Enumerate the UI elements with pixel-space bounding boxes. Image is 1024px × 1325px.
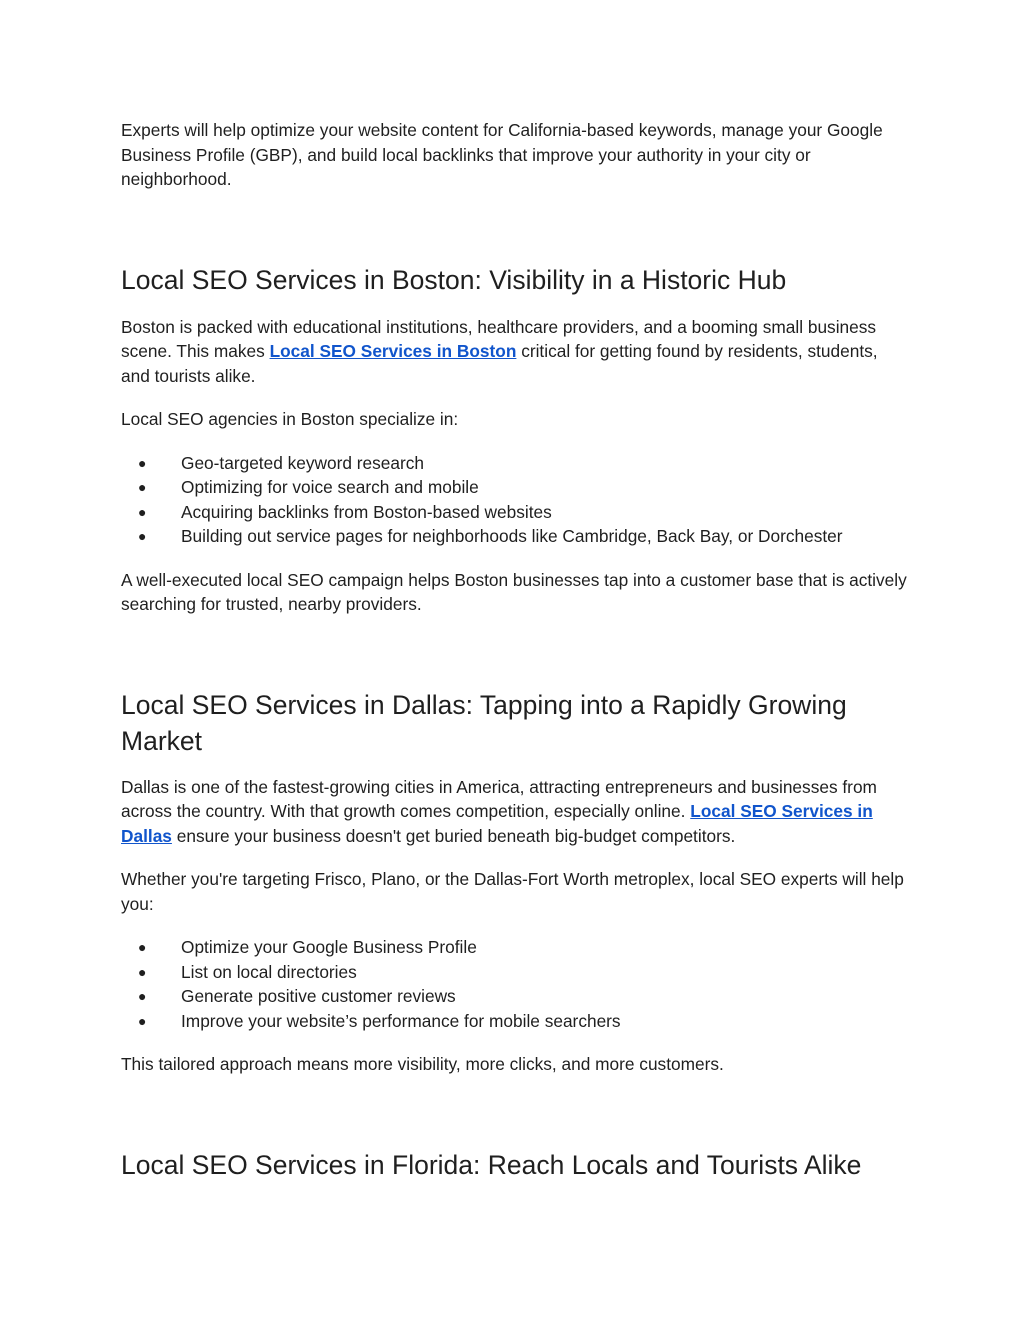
boston-bullet-list [121, 451, 911, 549]
list-item [121, 524, 911, 549]
bullet-icon: ● [138, 479, 147, 495]
dallas-paragraph-3: This tailored approach means more visibility, more clicks, and more customers. [121, 1054, 724, 1074]
boston-p1-text-after: critical for getting found by residents, students, and tourists alike. [121, 341, 878, 386]
boston-paragraph-3: A well-executed local SEO campaign helps Boston businesses tap into a customer base that is actively searching for trusted, nearby providers. [121, 569, 907, 614]
dallas-p1-text-before: Dallas is one of the fastest-growing cities in America, attracting entrepreneurs and businesses from across the country. With that growth comes competition, especially online. [121, 776, 877, 821]
list-item [121, 960, 911, 985]
list-item [121, 984, 911, 1009]
dallas-heading: Local SEO Services in Dallas: Tapping into a Rapidly Growing Market [121, 689, 847, 756]
boston-heading: Local SEO Services in Boston: Visibility in a Historic Hub [121, 264, 787, 295]
boston-p1-text-before: Boston is packed with educational institutions, healthcare providers, and a booming small business scene. This makes [121, 316, 877, 361]
dallas-bullet-list [121, 935, 911, 1033]
list-item [121, 451, 911, 476]
list-item [121, 500, 911, 525]
florida-heading: Local SEO Services in Florida: Reach Locals and Tourists Alike [121, 1149, 862, 1180]
bullet-icon: ● [138, 503, 147, 520]
bullet-icon: ● [138, 963, 147, 980]
list-item-text: Geo-targeted keyword research [181, 452, 425, 473]
bullet-icon: ● [138, 1012, 147, 1029]
boston-paragraph-2: Local SEO agencies in Boston specialize in: [121, 409, 459, 429]
dallas-paragraph-2: Whether you're targeting Frisco, Plano, or the Dallas-Fort Worth metroplex, local SEO experts will help you: [121, 869, 904, 914]
dallas-paragraph-1 [121, 775, 911, 849]
bullet-icon: ● [138, 528, 147, 544]
bullet-icon: ● [138, 454, 147, 471]
list-item-text: Optimizing for voice search and mobile [181, 477, 479, 497]
document-page [121, 118, 911, 1183]
list-item-text: Building out service pages for neighborhoods like Cambridge, Back Bay, or Dorchester [181, 526, 843, 546]
intro-paragraph: Experts will help optimize your website content for California-based keywords, manage your Google Business Profile (GBP), and build local backlinks that improve your authority in your city or neighborhood. [121, 120, 883, 189]
list-item-text: Generate positive customer reviews [181, 986, 456, 1006]
list-item [121, 935, 911, 960]
list-item [121, 475, 911, 500]
bullet-icon: ● [138, 988, 147, 1004]
dallas-seo-link[interactable]: Local SEO Services in Dallas [121, 801, 873, 846]
list-item [121, 1009, 911, 1034]
boston-seo-link[interactable]: Local SEO Services in Boston [269, 341, 517, 361]
list-item-text: Improve your website’s performance for mobile searchers [181, 1010, 621, 1031]
list-item-text: Optimize your Google Business Profile [181, 937, 477, 957]
list-item-text: List on local directories [181, 961, 357, 982]
dallas-p1-text-after: ensure your business doesn't get buried beneath big-budget competitors. [171, 825, 736, 846]
list-item-text: Acquiring backlinks from Boston-based websites [181, 501, 552, 522]
boston-paragraph-1 [121, 315, 911, 389]
bullet-icon: ● [138, 939, 147, 955]
